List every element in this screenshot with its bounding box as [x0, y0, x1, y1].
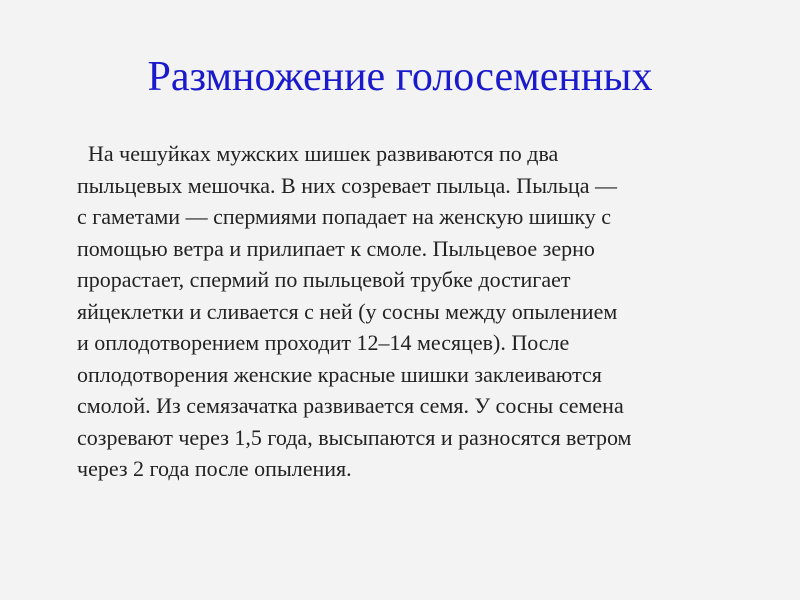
- slide-title: Размножение голосеменных: [147, 54, 653, 100]
- body-line: созревают через 1,5 года, высыпаются и разносятся ветром: [77, 424, 632, 450]
- slide-body-text: [77, 138, 757, 485]
- body-line: смолой. Из семязачатка развивается семя. У сосны семена: [77, 393, 624, 418]
- body-line: прорастает, спермий по пыльцевой трубке достигает: [77, 267, 571, 292]
- body-line: и оплодотворением проходит 12–14 месяцев). После: [77, 330, 570, 355]
- body-line: помощью ветра и прилипает к смоле. Пыльцевое зерно: [77, 235, 595, 261]
- body-line: пыльцевых мешочка. В них созревает пыльца. Пыльца —: [77, 172, 618, 198]
- body-line: с гаметами — спермиями попадает на женскую шишку с: [77, 204, 612, 229]
- body-line: оплодотворения женские красные шишки заклеиваются: [77, 361, 602, 387]
- body-line: через 2 года после опыления.: [77, 456, 352, 481]
- body-line: На чешуйках мужских шишек развиваются по два: [88, 141, 559, 166]
- body-line: яйцеклетки и сливается с ней (у сосны между опылением: [77, 298, 618, 324]
